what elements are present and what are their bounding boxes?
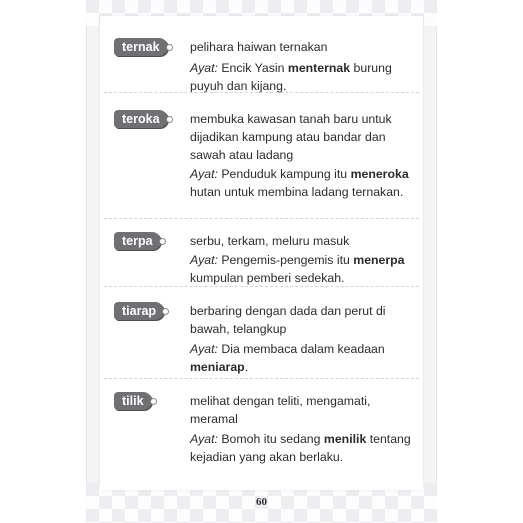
tag-hole-icon [150, 398, 157, 405]
headword: tiarap [122, 304, 157, 318]
example-label: Ayat: [190, 61, 218, 75]
dictionary-page [100, 16, 423, 508]
divider [104, 218, 419, 219]
word-tag [114, 302, 164, 320]
example-before: Dia membaca dalam keadaan [221, 342, 385, 356]
definition: melihat dengan teliti, mengamati, meramal [190, 394, 371, 426]
example-sentence [190, 165, 422, 201]
definition: berbaring dengan dada dan perut di bawah, telangkup [190, 304, 386, 336]
example-after: tentang kejadian yang akan berlaku. [190, 432, 411, 464]
headword: ternak [122, 40, 160, 54]
definition: pelihara haiwan ternakan [190, 40, 328, 54]
example-after: burung puyuh dan kijang. [190, 61, 392, 93]
example-label: Ayat: [190, 342, 218, 356]
divider [104, 378, 419, 379]
definition: membuka kawasan tanah baru untuk dijadikan kampung atau bandar dan sawah atau ladang [190, 112, 392, 162]
tag-hole-icon [166, 44, 173, 51]
word-tag [114, 232, 161, 250]
example-highlight: meniarap [190, 360, 245, 374]
headword: teroka [122, 112, 160, 126]
tag-hole-icon [162, 308, 169, 315]
example-sentence [190, 340, 422, 376]
tag-hole-icon [166, 116, 173, 123]
word-tag [114, 392, 152, 410]
page-number: 60 [256, 496, 267, 508]
headword: terpa [122, 234, 153, 248]
definition: serbu, terkam, meluru masuk [190, 234, 350, 248]
example-after: . [244, 360, 249, 374]
divider [104, 92, 419, 93]
example-after: kumpulan pemberi sedekah. [190, 271, 345, 285]
example-sentence [190, 430, 422, 466]
example-highlight: menilik [323, 432, 367, 446]
example-label: Ayat: [190, 253, 218, 267]
example-highlight: meneroka [350, 167, 409, 181]
headword: tilik [122, 394, 144, 408]
example-sentence [190, 59, 422, 95]
example-label: Ayat: [190, 432, 218, 446]
example-before: Penduduk kampung itu [221, 167, 348, 181]
example-before: Pengemis-pengemis itu [221, 253, 350, 267]
example-before: Bomoh itu sedang [221, 432, 321, 446]
tag-hole-icon [159, 238, 166, 245]
example-label: Ayat: [190, 167, 218, 181]
example-highlight: menternak [287, 61, 351, 75]
word-tag [114, 110, 168, 128]
example-before: Encik Yasin [221, 61, 285, 75]
word-tag [114, 38, 168, 56]
example-highlight: menerpa [353, 253, 405, 267]
example-after: hutan untuk membina ladang ternakan. [190, 185, 404, 199]
example-sentence [190, 251, 422, 287]
divider [104, 286, 419, 287]
